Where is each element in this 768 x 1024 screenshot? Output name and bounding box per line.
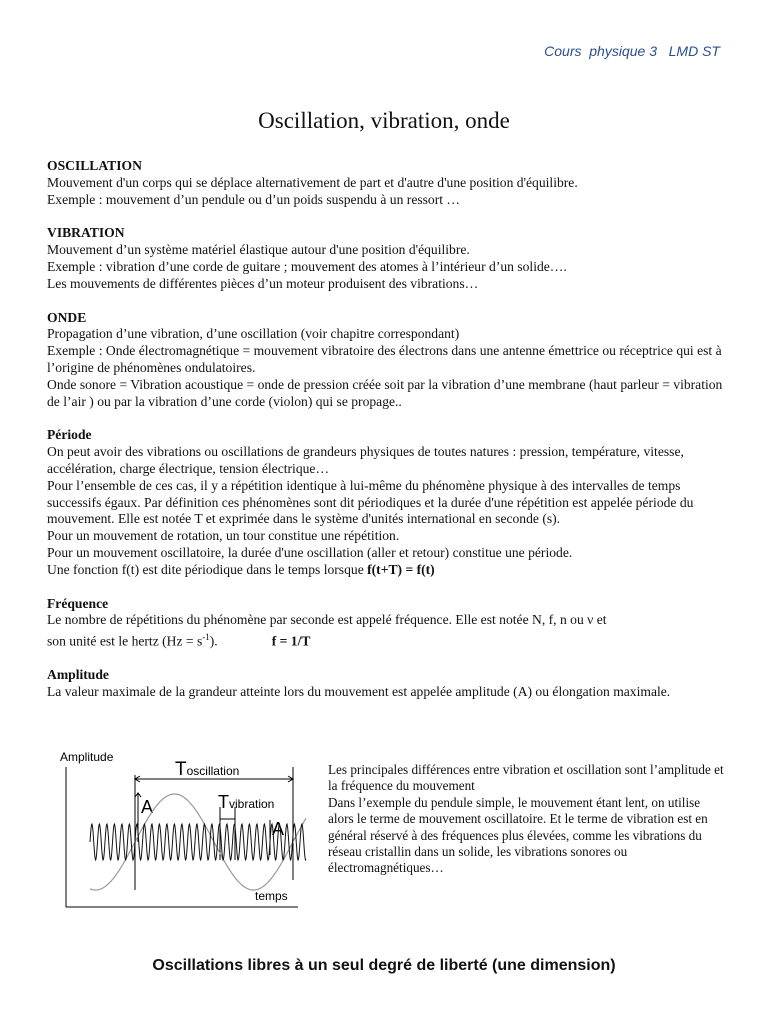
section-heading: Période xyxy=(47,427,92,443)
y-axis-label: Amplitude xyxy=(60,750,114,764)
paragraph: Dans l’exemple du pendule simple, le mouvement étant lent, on utilise alors le terme de mouvement oscillatoire. Et le terme de vibration est en général réservé à des fréquences plus élevées, comme les vibrations du réseau cristallin dans un solide, les vibrations sonores ou électromagnétiques… xyxy=(328,794,708,876)
paragraph: Pour un mouvement oscillatoire, la durée d'une oscillation (aller et retour) constitue une période. xyxy=(47,544,573,560)
periodicity-formula: f(t+T) = f(t) xyxy=(367,561,435,577)
paragraph: Exemple : vibration d’une corde de guitare ; mouvement des atomes à l’intérieur d’un solide…. xyxy=(47,258,567,274)
periodic-definition: Une fonction f(t) est dite périodique dans le temps lorsque xyxy=(47,561,368,577)
section-onde xyxy=(47,310,727,411)
paragraph: Exemple : Onde électromagnétique = mouvement vibratoire des électrons dans une antenne émettrice ou réceptrice qui est à l’origine de phénomènes ondulatoires. xyxy=(47,343,722,375)
t-oscillation-label: Toscillation xyxy=(175,759,240,780)
paragraph: Pour un mouvement de rotation, un tour constitue une répétition. xyxy=(47,528,400,544)
page-title: Oscillation, vibration, onde xyxy=(258,108,510,133)
x-axis-label: temps xyxy=(255,889,288,903)
hertz-text: son unité est le hertz (Hz = s xyxy=(47,633,203,649)
hertz-text-end: ). xyxy=(209,633,218,649)
paragraph: Pour l’ensemble de ces cas, il y a répétition identique à lui-même du phénomène physique à des intervalles de temps successifs égaux. Par définition ces phénomènes sont dit périodiques et la durée d'une répétition est appelée période du mouvement. Elle est notée T et exprimée dans le système d'unités international en seconde (s). xyxy=(47,477,694,527)
paragraph: Mouvement d’un système matériel élastique autour d'une position d'équilibre. xyxy=(47,242,470,258)
paragraph: Le nombre de répétitions du phénomène par seconde est appelé fréquence. Elle est notée N, f, n ou ν et xyxy=(47,612,607,628)
section-amplitude xyxy=(47,667,727,701)
section-heading: VIBRATION xyxy=(47,225,125,241)
section-heading: ONDE xyxy=(47,309,87,325)
course-header: Cours physique 3 LMD ST xyxy=(544,43,720,59)
chapter-footer: Oscillations libres à un seul degré de liberté (une dimension) xyxy=(152,957,616,974)
paragraph: Les principales différences entre vibration et oscillation sont l’amplitude et la fréquence du mouvement xyxy=(328,762,724,794)
paragraph: Propagation d’une vibration, d’une oscillation (voir chapitre correspondant) xyxy=(47,326,460,342)
paragraph: Les mouvements de différentes pièces d’un moteur produisent des vibrations… xyxy=(47,275,479,291)
section-heading: OSCILLATION xyxy=(47,158,142,173)
oscillation-vibration-figure xyxy=(58,745,308,915)
section-heading: Amplitude xyxy=(47,667,109,683)
section-periode xyxy=(47,427,727,578)
t-vibration-label: Tvibration xyxy=(218,792,275,812)
exponent: -1 xyxy=(202,632,210,643)
paragraph: On peut avoir des vibrations ou oscillations de grandeurs physiques de toutes natures : pression, température, vitesse, accélération, charge électrique, tension électrique… xyxy=(47,444,684,476)
main-content xyxy=(47,158,727,718)
section-heading: Fréquence xyxy=(47,595,109,611)
section-oscillation xyxy=(47,158,727,208)
frequency-formula: f = 1/T xyxy=(271,633,311,649)
amplitude-label-right: A xyxy=(272,819,285,839)
section-vibration xyxy=(47,225,727,292)
side-explanation xyxy=(328,762,728,877)
paragraph: Onde sonore = Vibration acoustique = onde de pression créée soit par la vibration d’une membrane (haut parleur = vibration de l’air ) ou par la vibration d’une corde (violon) qui se propage.. xyxy=(47,376,723,409)
paragraph xyxy=(47,629,727,650)
amplitude-label-left: A xyxy=(141,797,154,817)
section-frequence xyxy=(47,596,727,651)
paragraph xyxy=(47,562,727,579)
paragraph: Mouvement d'un corps qui se déplace alternativement de part et d'autre d'une position d'équilibre. xyxy=(47,174,578,190)
paragraph: La valeur maximale de la grandeur atteinte lors du mouvement est appelée amplitude (A) ou élongation maximale. xyxy=(47,684,671,700)
paragraph: Exemple : mouvement d’un pendule ou d’un poids suspendu à un ressort … xyxy=(47,191,461,207)
